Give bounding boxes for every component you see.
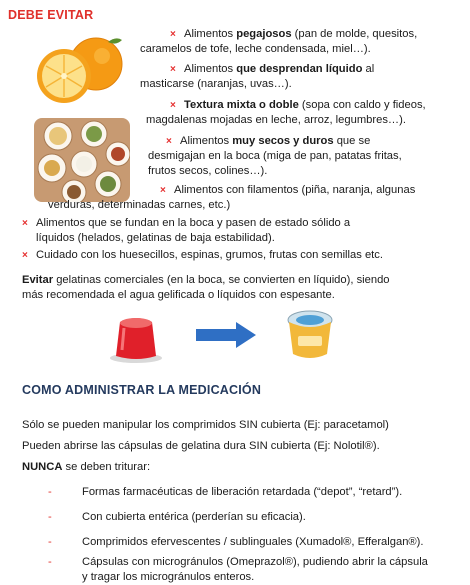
list-item: × Alimentos pegajosos (pan de molde, quesitos, caramelos de tofe, leche condensada, miel…). [140,28,418,55]
list-item: - Formas farmacéuticas de liberación retardada (“depot”, “retard”). [48,486,403,498]
dash-bullet: - [48,511,52,523]
dash-bullet: - [48,556,52,568]
cross-bullet-icon: × [22,250,28,261]
list-item: - Comprimidos efervescentes / sublinguales (Xumadol®, Efferalgan®). [48,536,424,548]
list-item: × Alimentos muy secos y duros que se desmigajan en la boca (miga de pan, patatas fritas, frutos secos, colines…). [148,135,402,177]
list-item: - Con cubierta entérica (perderían su eficacia). [48,511,306,523]
food-bowls-image [34,118,130,202]
cross-bullet-icon: × [170,100,176,111]
cross-bullet-icon: × [22,218,28,229]
list-item: × Alimentos que se fundan en la boca y pasen de estado sólido a líquidos (helados, gelatinas de baja estabilidad). [22,217,351,244]
cross-bullet-icon: × [170,29,176,40]
dash-bullet: - [48,536,52,548]
paragraph: Sólo se pueden manipular los comprimidos SIN cubierta (Ej: paracetamol) [22,419,389,431]
section-heading-avoid: DEBE EVITAR [8,8,94,22]
oranges-image [32,34,124,106]
cross-bullet-icon: × [166,136,172,147]
gel-cup-image [284,306,336,362]
section-heading-medication: COMO ADMINISTRAR LA MEDICACIÓN [22,383,262,397]
paragraph: NUNCA se deben triturar: [22,461,151,473]
jelly-image [108,312,164,364]
list-item: - Cápsulas con microgránulos (Omeprazol®), pudiendo abrir la cápsula y tragar los microgránulos enteros. [48,556,428,583]
cross-bullet-icon: × [170,64,176,75]
list-item: × Alimentos que desprendan líquido al masticarse (naranjas, uvas…). [140,63,375,90]
cross-bullet-icon: × [160,185,166,196]
arrow-right-icon [196,322,258,348]
avoid-note: Evitar gelatinas comerciales (en la boca, se convierten en líquido), siendo más recomendada el agua gelificada o líquidos con espesante. [22,274,390,301]
list-item: × Cuidado con los huesecillos, espinas, grumos, frutas con semillas etc. [22,249,383,261]
list-item: × Textura mixta o doble (sopa con caldo y fideos, magdalenas mojadas en leche, arroz, legumbres…). [146,99,426,126]
paragraph: Pueden abrirse las cápsulas de gelatina dura SIN cubierta (Ej: Nolotil®). [22,440,380,452]
list-item: × Alimentos con filamentos (piña, naranja, algunas verduras, determinadas carnes, etc.) [48,184,416,211]
dash-bullet: - [48,486,52,498]
